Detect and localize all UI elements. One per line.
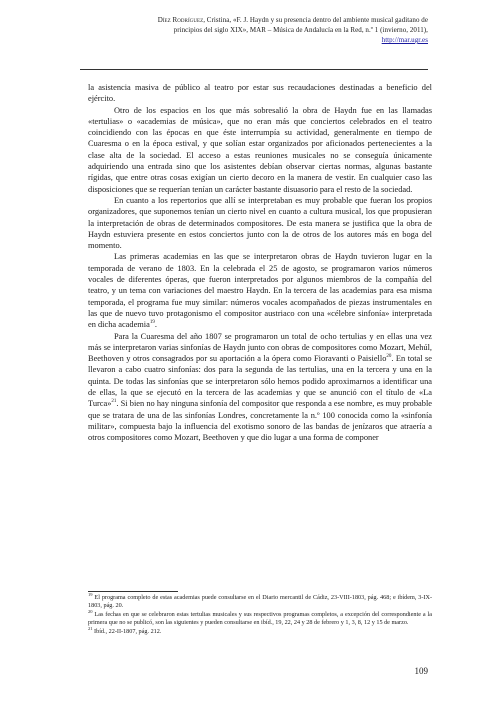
article-body <box>88 82 432 444</box>
footnote-19 <box>88 591 433 611</box>
journal-link[interactable]: http://mar.ugr.es <box>381 36 428 44</box>
header-citation-line-2: principios del siglo XIX», MAR – Música de Andalucía en la Red, n.º 1 (invierno, 2011), <box>173 26 428 34</box>
paragraph-1: la asistencia masiva de público al teatro por estar sus recaudaciones destinadas a beneficio del ejército. <box>88 83 432 104</box>
paragraph-5-text-a: Para la Cuaresma del año 1807 se programaron un total de ocho tertulias y en ellas una vez más se interpretaron varias sinfonías de Haydn junto con obras de compositores como Mozart, Mehúl, Beethoven y otros consagrados por su aportación a la ópera como Fioravanti o Paisiello <box>88 331 432 364</box>
paragraph-3: En cuanto a los repertorios que allí se interpretaban es muy probable que fueran los propios organizadores, que suponemos tenían un cierto nivel en cuanto a cultura musical, los que propusieran la interpretación de obras de determinados compositores. De esta manera se justifica que la obra de Haydn estuviera presente en estos conciertos junto con la de otros de los autores más en boga del momento. <box>88 195 432 251</box>
paragraph-5-text-b: . En total se llevaron a cabo cuatro sinfonías: dos para la segunda de las tertulias, una en la tercera y una en la quinta. De todas las sinfonías que se interpretaron sólo hemos podido aproximarnos a identificar una de ellas, la que se ejecutó en la tercera de las academias y que se anunció con el título de «La Turca» <box>88 354 432 409</box>
page-number: 109 <box>414 666 428 676</box>
paragraph-4-text: Las primeras academias en las que se interpretaron obras de Haydn tuvieron lugar en la temporada de verano de 1803. En la celebrada el 25 de agosto, se programaron varios números vocales de diferentes óperas, que fueron interpretados por algunos miembros de la compañía del teatro, y un tema con variaciones del maestro Haydn. En la tercera de las academias para esa misma temporada, el programa fue muy similar: números vocales acompañados de piezas instrumentales en las que de nuevo tuvo protagonismo el compositor austriaco con una «célebre sinfonía» interpretada en dicha academia <box>88 252 432 330</box>
footnote-text: Ibíd., 22-II-1807, pág. 212. <box>94 627 162 635</box>
footnote-ref-20[interactable]: 20 <box>386 354 392 360</box>
footnote-ref-19[interactable]: 19 <box>149 320 155 326</box>
paragraph-5 <box>88 331 432 444</box>
footnote-21 <box>88 625 432 636</box>
footnotes <box>88 591 433 636</box>
header-divider <box>80 69 428 70</box>
footnote-20 <box>88 608 432 628</box>
header-author: Díez Rodríguez <box>157 16 204 24</box>
footnote-text: Las fechas en que se celebraron estas tertulias musicales y sus respectivos programas completos, a excepción del correspondiente a la primera que no se publicó, son las siguientes y pueden consultarse en ibíd., 19, 22, 24 y 28 de febrero y 1, 3, 8, 12 y 15 de marzo. <box>88 610 432 627</box>
running-header <box>60 15 428 45</box>
footnote-number: 19 <box>88 591 93 597</box>
footnote-text: El programa completo de estas academias puede consultarse en el Diario mercantil de Cádiz, 23-VIII-1803, pág. 468; e ibídem, 3-IX-1803, pág. 20. <box>88 594 433 610</box>
paragraph-2: Otro de los espacios en los que más sobresalió la obra de Haydn fue en las llamadas «tertulias» o «academias de música», que no eran más que conciertos celebrados en el teatro coincidiendo con las épocas en que éste interrumpía su actividad, generalmente en tiempo de Cuaresma o en la época estival, y que solían estar organizados por aficionados pertenecientes a la clase alta de la sociedad. El acceso a estas reuniones musicales no se conseguía únicamente adquiriendo una entrada sino que los asistentes debían observar ciertas normas, algunas bastante rígidas, que entre otras cosas exigían un cierto decoro en la manera de vestir. En cualquier caso las disposiciones que se requerían tenían un carácter bastante disuasorio para el resto de la sociedad. <box>88 105 432 194</box>
footnote-number: 21 <box>88 625 93 631</box>
paragraph-4 <box>88 251 432 330</box>
header-citation-line-1 <box>60 15 428 25</box>
footnote-ref-21[interactable]: 21 <box>111 399 117 405</box>
paragraph-5-text-c: . Si bien no hay ninguna sinfonía del compositor que responda a ese nombre, es muy probable que se tratara de una de las sinfonías Londres, concretamente la n.º 100 conocida como la «sinfonía militar», compuesta bajo la influencia del exotismo sonoro de las bandas de jenízaros que atraería a otros compositores como Mozart, Beethoven y que dio lugar a una forma de componer <box>88 399 432 443</box>
header-title: , Cristina, «F. J. Haydn y su presencia dentro del ambiente musical gaditano de <box>203 16 428 24</box>
footnote-number: 20 <box>88 608 93 614</box>
paragraph-4-end: . <box>154 320 157 330</box>
footnote-divider <box>88 591 178 592</box>
